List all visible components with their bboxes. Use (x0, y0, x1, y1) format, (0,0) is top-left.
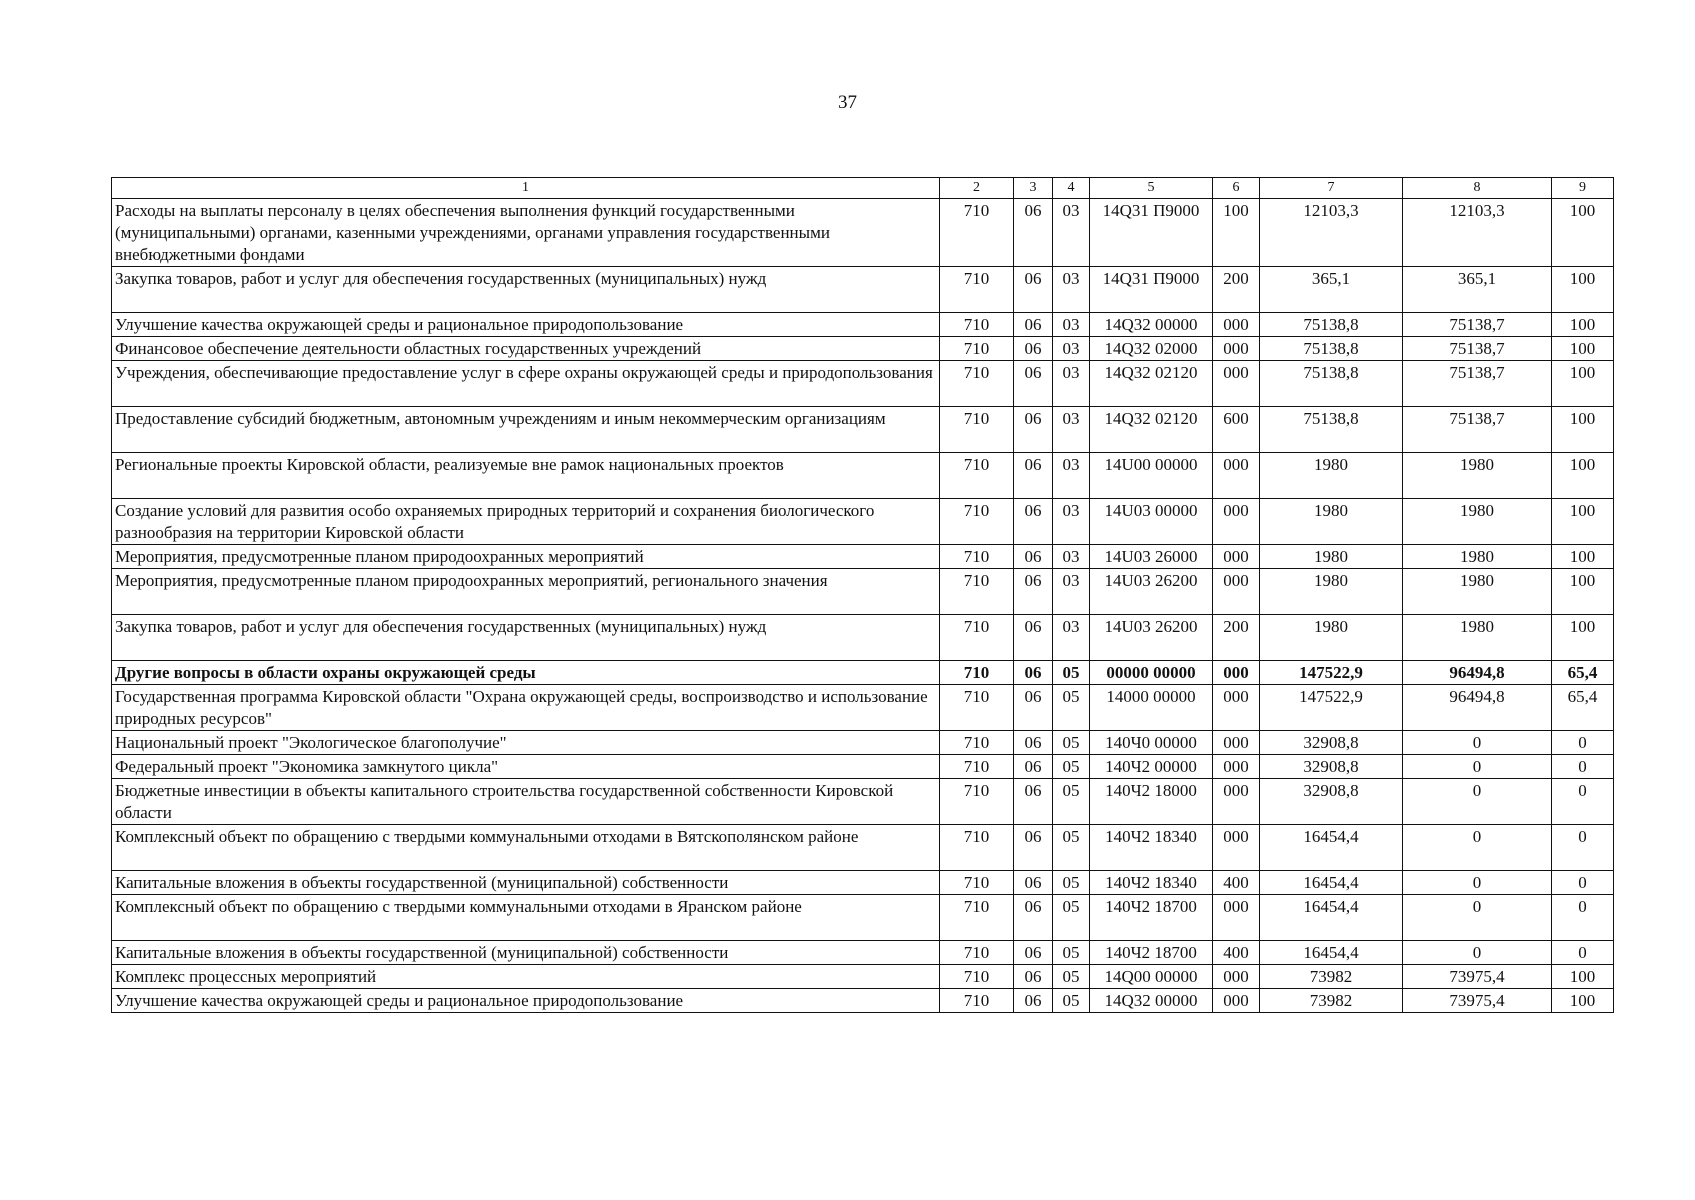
row-col4: 03 (1053, 313, 1090, 337)
row-col9: 65,4 (1552, 685, 1614, 731)
row-col6: 600 (1213, 407, 1260, 453)
row-col8: 1980 (1403, 569, 1552, 615)
page-number: 37 (838, 92, 857, 113)
row-col7: 12103,3 (1260, 199, 1403, 267)
table-row (112, 313, 1614, 337)
row-col8: 73975,4 (1403, 989, 1552, 1013)
table-row (112, 545, 1614, 569)
row-col9: 100 (1552, 407, 1614, 453)
row-name: Федеральный проект "Экономика замкнутого цикла" (112, 755, 940, 779)
table-row (112, 895, 1614, 941)
row-col7: 73982 (1260, 965, 1403, 989)
row-col2: 710 (940, 755, 1014, 779)
row-col4: 03 (1053, 615, 1090, 661)
row-col8: 0 (1403, 895, 1552, 941)
row-col4: 05 (1053, 895, 1090, 941)
row-col4: 05 (1053, 779, 1090, 825)
row-col2: 710 (940, 941, 1014, 965)
row-col6: 000 (1213, 545, 1260, 569)
row-col8: 1980 (1403, 453, 1552, 499)
row-col7: 1980 (1260, 615, 1403, 661)
row-name: Улучшение качества окружающей среды и рациональное природопользование (112, 313, 940, 337)
header-cell-col2: 2 (940, 178, 1014, 199)
row-col9: 100 (1552, 313, 1614, 337)
table-row (112, 755, 1614, 779)
row-name: Комплексный объект по обращению с твердыми коммунальными отходами в Яранском районе (112, 895, 940, 941)
row-col5: 140Ч2 18340 (1090, 825, 1213, 871)
row-col3: 06 (1014, 755, 1053, 779)
row-col5: 14000 00000 (1090, 685, 1213, 731)
row-name: Финансовое обеспечение деятельности областных государственных учреждений (112, 337, 940, 361)
row-name: Комплекс процессных мероприятий (112, 965, 940, 989)
row-col8: 365,1 (1403, 267, 1552, 313)
row-col2: 710 (940, 661, 1014, 685)
row-col8: 96494,8 (1403, 661, 1552, 685)
row-col9: 100 (1552, 199, 1614, 267)
row-col3: 06 (1014, 661, 1053, 685)
row-col8: 0 (1403, 731, 1552, 755)
table-row (112, 615, 1614, 661)
row-col8: 0 (1403, 871, 1552, 895)
row-col2: 710 (940, 361, 1014, 407)
row-col7: 32908,8 (1260, 779, 1403, 825)
row-col9: 100 (1552, 361, 1614, 407)
row-name: Региональные проекты Кировской области, реализуемые вне рамок национальных проектов (112, 453, 940, 499)
row-col4: 05 (1053, 731, 1090, 755)
row-col3: 06 (1014, 989, 1053, 1013)
row-col7: 75138,8 (1260, 337, 1403, 361)
row-col6: 000 (1213, 453, 1260, 499)
row-name: Мероприятия, предусмотренные планом природоохранных мероприятий (112, 545, 940, 569)
row-col5: 14Q32 00000 (1090, 313, 1213, 337)
row-col9: 0 (1552, 731, 1614, 755)
table-row (112, 825, 1614, 871)
row-col5: 140Ч2 18340 (1090, 871, 1213, 895)
row-col4: 05 (1053, 755, 1090, 779)
row-col2: 710 (940, 731, 1014, 755)
row-col5: 140Ч2 00000 (1090, 755, 1213, 779)
row-col5: 140Ч2 18000 (1090, 779, 1213, 825)
row-name: Закупка товаров, работ и услуг для обеспечения государственных (муниципальных) нужд (112, 615, 940, 661)
row-col4: 03 (1053, 499, 1090, 545)
row-col2: 710 (940, 779, 1014, 825)
table-row (112, 407, 1614, 453)
row-col9: 0 (1552, 755, 1614, 779)
row-col6: 000 (1213, 661, 1260, 685)
row-col5: 14Q32 02120 (1090, 407, 1213, 453)
row-col6: 000 (1213, 313, 1260, 337)
row-col4: 05 (1053, 685, 1090, 731)
row-col6: 000 (1213, 965, 1260, 989)
row-col7: 16454,4 (1260, 825, 1403, 871)
row-col2: 710 (940, 895, 1014, 941)
row-col8: 12103,3 (1403, 199, 1552, 267)
row-col9: 100 (1552, 453, 1614, 499)
row-col6: 000 (1213, 895, 1260, 941)
row-col7: 1980 (1260, 499, 1403, 545)
row-col3: 06 (1014, 313, 1053, 337)
row-col7: 75138,8 (1260, 361, 1403, 407)
row-col3: 06 (1014, 731, 1053, 755)
row-col4: 05 (1053, 941, 1090, 965)
row-col3: 06 (1014, 941, 1053, 965)
row-col5: 140Ч2 18700 (1090, 941, 1213, 965)
row-col4: 05 (1053, 825, 1090, 871)
row-col5: 140Ч0 00000 (1090, 731, 1213, 755)
row-col8: 75138,7 (1403, 407, 1552, 453)
row-name: Капитальные вложения в объекты государственной (муниципальной) собственности (112, 871, 940, 895)
row-col5: 00000 00000 (1090, 661, 1213, 685)
table-row (112, 661, 1614, 685)
row-col8: 0 (1403, 755, 1552, 779)
row-col8: 75138,7 (1403, 313, 1552, 337)
row-col5: 14U03 26200 (1090, 615, 1213, 661)
table-row (112, 779, 1614, 825)
row-col9: 100 (1552, 337, 1614, 361)
header-cell-col5: 5 (1090, 178, 1213, 199)
row-col3: 06 (1014, 499, 1053, 545)
row-name: Национальный проект "Экологическое благополучие" (112, 731, 940, 755)
row-col6: 000 (1213, 989, 1260, 1013)
row-col8: 0 (1403, 825, 1552, 871)
row-col9: 100 (1552, 965, 1614, 989)
row-col8: 73975,4 (1403, 965, 1552, 989)
row-col5: 14U03 26200 (1090, 569, 1213, 615)
row-col5: 14Q31 П9000 (1090, 267, 1213, 313)
header-cell-col9: 9 (1552, 178, 1614, 199)
row-col3: 06 (1014, 685, 1053, 731)
row-col7: 16454,4 (1260, 871, 1403, 895)
row-col5: 14Q32 00000 (1090, 989, 1213, 1013)
row-col7: 75138,8 (1260, 313, 1403, 337)
row-col4: 03 (1053, 545, 1090, 569)
row-col8: 1980 (1403, 545, 1552, 569)
row-col7: 1980 (1260, 545, 1403, 569)
row-col2: 710 (940, 453, 1014, 499)
row-col2: 710 (940, 569, 1014, 615)
row-col6: 400 (1213, 941, 1260, 965)
row-col9: 100 (1552, 545, 1614, 569)
row-name: Бюджетные инвестиции в объекты капитального строительства государственной собственности Кировской области (112, 779, 940, 825)
row-col5: 14Q32 02120 (1090, 361, 1213, 407)
row-col9: 0 (1552, 941, 1614, 965)
row-col3: 06 (1014, 337, 1053, 361)
budget-table (111, 177, 1614, 1013)
row-col3: 06 (1014, 825, 1053, 871)
row-col5: 14Q32 02000 (1090, 337, 1213, 361)
row-col6: 000 (1213, 361, 1260, 407)
row-col4: 05 (1053, 661, 1090, 685)
row-col2: 710 (940, 615, 1014, 661)
row-col9: 0 (1552, 871, 1614, 895)
table-row (112, 337, 1614, 361)
row-col7: 32908,8 (1260, 755, 1403, 779)
row-col4: 03 (1053, 267, 1090, 313)
row-col3: 06 (1014, 895, 1053, 941)
row-name: Государственная программа Кировской области "Охрана окружающей среды, воспроизводство и использование природных ресурсов" (112, 685, 940, 731)
row-col2: 710 (940, 871, 1014, 895)
row-col9: 0 (1552, 779, 1614, 825)
row-col2: 710 (940, 965, 1014, 989)
table-row (112, 453, 1614, 499)
row-col4: 03 (1053, 337, 1090, 361)
header-cell-col8: 8 (1403, 178, 1552, 199)
row-col8: 1980 (1403, 499, 1552, 545)
table-row (112, 731, 1614, 755)
row-col2: 710 (940, 407, 1014, 453)
row-col7: 147522,9 (1260, 685, 1403, 731)
row-col2: 710 (940, 199, 1014, 267)
row-col6: 200 (1213, 615, 1260, 661)
row-name: Улучшение качества окружающей среды и рациональное природопользование (112, 989, 940, 1013)
row-col4: 03 (1053, 569, 1090, 615)
row-col6: 000 (1213, 337, 1260, 361)
row-col4: 05 (1053, 871, 1090, 895)
table-row (112, 989, 1614, 1013)
table-row (112, 499, 1614, 545)
row-col5: 140Ч2 18700 (1090, 895, 1213, 941)
row-col4: 03 (1053, 361, 1090, 407)
row-col3: 06 (1014, 361, 1053, 407)
row-col2: 710 (940, 499, 1014, 545)
table-row (112, 685, 1614, 731)
row-col7: 16454,4 (1260, 941, 1403, 965)
row-col7: 147522,9 (1260, 661, 1403, 685)
row-col5: 14U03 26000 (1090, 545, 1213, 569)
row-col7: 16454,4 (1260, 895, 1403, 941)
table-row (112, 569, 1614, 615)
row-col4: 05 (1053, 989, 1090, 1013)
row-col7: 1980 (1260, 453, 1403, 499)
row-col6: 000 (1213, 499, 1260, 545)
row-col3: 06 (1014, 779, 1053, 825)
row-col8: 1980 (1403, 615, 1552, 661)
row-col6: 000 (1213, 779, 1260, 825)
row-col6: 000 (1213, 731, 1260, 755)
row-col6: 100 (1213, 199, 1260, 267)
table-row (112, 267, 1614, 313)
row-col2: 710 (940, 825, 1014, 871)
header-cell-col3: 3 (1014, 178, 1053, 199)
row-col9: 100 (1552, 499, 1614, 545)
row-col8: 75138,7 (1403, 337, 1552, 361)
row-col5: 14U03 00000 (1090, 499, 1213, 545)
header-cell-col6: 6 (1213, 178, 1260, 199)
row-col7: 365,1 (1260, 267, 1403, 313)
table-header-row (112, 178, 1614, 199)
row-col3: 06 (1014, 615, 1053, 661)
row-name: Расходы на выплаты персоналу в целях обеспечения выполнения функций государственными (муниципальными) органами, казенными учреждениями, органами управления государственными внебюджетными фондами (112, 199, 940, 267)
row-col8: 96494,8 (1403, 685, 1552, 731)
row-col9: 100 (1552, 989, 1614, 1013)
table-row (112, 361, 1614, 407)
row-col9: 0 (1552, 895, 1614, 941)
row-col6: 000 (1213, 569, 1260, 615)
row-col3: 06 (1014, 569, 1053, 615)
row-col3: 06 (1014, 453, 1053, 499)
row-col3: 06 (1014, 199, 1053, 267)
row-col7: 32908,8 (1260, 731, 1403, 755)
row-col6: 400 (1213, 871, 1260, 895)
row-name: Учреждения, обеспечивающие предоставление услуг в сфере охраны окружающей среды и природопользования (112, 361, 940, 407)
row-col6: 000 (1213, 755, 1260, 779)
row-col9: 100 (1552, 615, 1614, 661)
header-cell-col7: 7 (1260, 178, 1403, 199)
row-col4: 05 (1053, 965, 1090, 989)
row-col2: 710 (940, 313, 1014, 337)
row-col3: 06 (1014, 965, 1053, 989)
row-col3: 06 (1014, 871, 1053, 895)
header-cell-col4: 4 (1053, 178, 1090, 199)
row-col3: 06 (1014, 545, 1053, 569)
row-name: Комплексный объект по обращению с твердыми коммунальными отходами в Вятскополянском районе (112, 825, 940, 871)
row-col5: 14Q00 00000 (1090, 965, 1213, 989)
row-name: Предоставление субсидий бюджетным, автономным учреждениям и иным некоммерческим организациям (112, 407, 940, 453)
row-col4: 03 (1053, 453, 1090, 499)
table-row (112, 199, 1614, 267)
table-body (112, 178, 1614, 1013)
row-col2: 710 (940, 267, 1014, 313)
row-col6: 000 (1213, 825, 1260, 871)
row-col6: 000 (1213, 685, 1260, 731)
row-col3: 06 (1014, 407, 1053, 453)
row-col8: 0 (1403, 941, 1552, 965)
row-col3: 06 (1014, 267, 1053, 313)
row-col2: 710 (940, 545, 1014, 569)
row-col9: 0 (1552, 825, 1614, 871)
row-col2: 710 (940, 685, 1014, 731)
row-name: Другие вопросы в области охраны окружающей среды (112, 661, 940, 685)
row-col4: 03 (1053, 199, 1090, 267)
row-col7: 75138,8 (1260, 407, 1403, 453)
row-col8: 75138,7 (1403, 361, 1552, 407)
row-col9: 100 (1552, 569, 1614, 615)
row-col5: 14U00 00000 (1090, 453, 1213, 499)
table-row (112, 871, 1614, 895)
row-col7: 73982 (1260, 989, 1403, 1013)
row-col7: 1980 (1260, 569, 1403, 615)
row-col9: 65,4 (1552, 661, 1614, 685)
table-row (112, 965, 1614, 989)
table-row (112, 941, 1614, 965)
row-name: Создание условий для развития особо охраняемых природных территорий и сохранения биологического разнообразия на территории Кировской области (112, 499, 940, 545)
row-col8: 0 (1403, 779, 1552, 825)
row-col9: 100 (1552, 267, 1614, 313)
row-col6: 200 (1213, 267, 1260, 313)
header-cell-col1: 1 (112, 178, 940, 199)
row-name: Капитальные вложения в объекты государственной (муниципальной) собственности (112, 941, 940, 965)
row-col2: 710 (940, 989, 1014, 1013)
row-col2: 710 (940, 337, 1014, 361)
row-col5: 14Q31 П9000 (1090, 199, 1213, 267)
row-col4: 03 (1053, 407, 1090, 453)
row-name: Закупка товаров, работ и услуг для обеспечения государственных (муниципальных) нужд (112, 267, 940, 313)
row-name: Мероприятия, предусмотренные планом природоохранных мероприятий, регионального значения (112, 569, 940, 615)
